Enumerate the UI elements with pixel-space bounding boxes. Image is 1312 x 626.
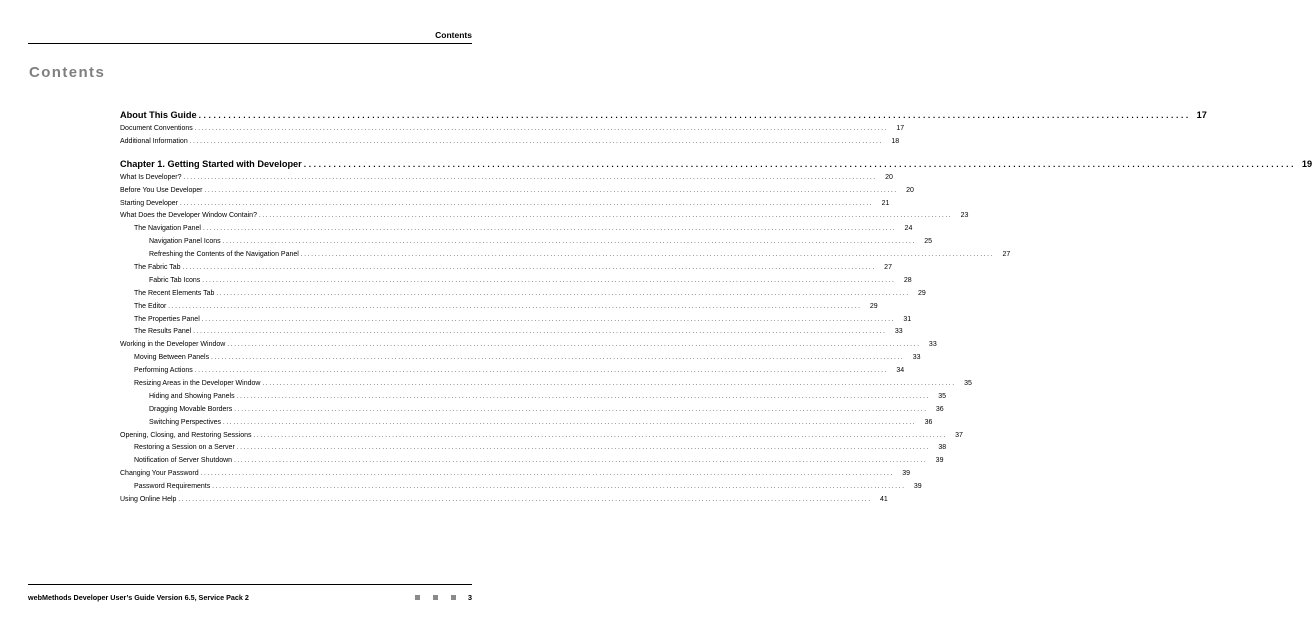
toc-entry[interactable] (120, 326, 903, 339)
toc-entry[interactable] (120, 185, 914, 198)
toc-entry-title: Fabric Tab Icons (149, 276, 201, 284)
toc-entry-title: Changing Your Password (120, 470, 199, 478)
dot-leader: ........................................................................................................................................................................................................ (234, 406, 928, 413)
toc-entry[interactable] (120, 339, 937, 352)
toc-entry-title: The Editor (134, 302, 167, 310)
toc-entry-page: 35 (938, 392, 947, 400)
toc-entry-title: What Does the Developer Window Contain? (120, 212, 257, 220)
toc-entry-title: Notification of Server Shutdown (134, 457, 233, 465)
dot-leader: ........................................................................................................................................................................................................ (303, 158, 1297, 169)
dot-leader: ........................................................................................................................................................................................................ (183, 174, 877, 181)
dot-leader: ........................................................................................................................................................................................................ (222, 419, 917, 426)
toc-entry[interactable] (120, 442, 947, 455)
footer-rule (28, 584, 472, 585)
toc-entry[interactable] (120, 314, 912, 327)
toc-entry-title: Starting Developer (120, 199, 178, 207)
toc-entry-title: The Results Panel (134, 328, 192, 336)
toc-entry-page: 29 (869, 302, 878, 310)
toc-entry-title: Navigation Panel Icons (149, 238, 221, 246)
header-rule (28, 43, 472, 44)
toc-entry-page: 41 (880, 496, 888, 504)
toc-entry-page: 25 (924, 238, 933, 246)
dot-leader: ........................................................................................................................................................................................................ (194, 368, 889, 375)
toc-entry-page: 38 (938, 444, 947, 452)
toc-entry-title: Before You Use Developer (120, 186, 203, 194)
toc-entry[interactable] (120, 275, 912, 288)
toc-entry-page: 34 (896, 367, 905, 375)
toc-entry-page: 21 (881, 199, 890, 207)
toc-entry-page: 39 (913, 483, 922, 491)
toc-entry-title: What Is Developer? (120, 173, 182, 181)
toc-entry-page: 18 (891, 137, 900, 145)
toc-entry-title: Performing Actions (134, 367, 193, 375)
toc-entry[interactable] (120, 172, 893, 185)
dot-leader: ........................................................................................................................................................................................................ (193, 329, 887, 336)
dot-leader: ........................................................................................................................................................................................................ (204, 187, 898, 194)
dot-leader: ........................................................................................................................................................................................................ (253, 432, 947, 439)
toc-entry[interactable] (120, 494, 888, 507)
dot-leader: ........................................................................................................................................................................................................ (236, 393, 931, 400)
toc-entry-page: 33 (894, 328, 903, 336)
dot-leader: ........................................................................................................................................................................................................ (201, 316, 896, 323)
toc-entry-title: Switching Perspectives (149, 418, 221, 426)
dot-leader: ........................................................................................................................................................................................................ (179, 200, 874, 207)
toc-entry[interactable] (120, 455, 944, 468)
toc-entry-title: Password Requirements (134, 483, 211, 491)
toc-entry-page: 33 (912, 354, 921, 362)
dot-leader: ........................................................................................................................................................................................................ (200, 471, 895, 478)
toc-entry[interactable] (120, 352, 921, 365)
toc-entry-title: The Fabric Tab (134, 264, 181, 272)
dot-leader: ........................................................................................................................................................................................................ (258, 213, 953, 220)
page-title: Contents (29, 64, 106, 81)
toc-entry[interactable] (120, 123, 905, 136)
dot-leader: ........................................................................................................................................................................................................ (227, 342, 921, 349)
toc-entry-title: Dragging Movable Borders (149, 405, 233, 413)
dot-leader: ........................................................................................................................................................................................................ (168, 303, 862, 310)
page-number: 3 (467, 593, 472, 602)
toc-entry-page: 39 (902, 470, 911, 478)
toc-entry-title: The Recent Elements Tab (134, 289, 215, 297)
toc-entry-page: 27 (1002, 251, 1011, 259)
toc-entry-page: 36 (924, 418, 933, 426)
dot-leader: ........................................................................................................................................................................................................ (234, 458, 928, 465)
toc-entry[interactable] (120, 198, 890, 211)
dot-leader: ........................................................................................................................................................................................................ (202, 277, 896, 284)
toc-entry-page: 37 (955, 431, 963, 439)
toc-entry-page: 36 (935, 405, 944, 413)
toc-entry[interactable] (120, 404, 944, 417)
toc-entry-page: 20 (885, 173, 893, 181)
toc-entry-title: The Navigation Panel (134, 225, 201, 233)
toc-entry-page: 17 (1196, 110, 1207, 120)
dot-leader: ........................................................................................................................................................................................................ (178, 497, 872, 504)
dot-leader: ........................................................................................................................................................................................................ (211, 355, 905, 362)
toc-chapter-entry[interactable] (120, 108, 1207, 123)
toc-entry-page: 23 (960, 212, 969, 220)
dot-leader: ........................................................................................................................................................................................................ (189, 138, 884, 145)
toc-entry-title: Resizing Areas in the Developer Window (134, 380, 261, 388)
dot-leader: ........................................................................................................................................................................................................ (182, 265, 876, 272)
toc-entry-title: The Properties Panel (134, 315, 200, 323)
toc-entry-page: 35 (964, 380, 972, 388)
toc-entry-page: 19 (1301, 158, 1312, 169)
running-header-title: Contents (435, 30, 472, 40)
toc-entry[interactable] (120, 391, 947, 404)
dot-leader: ........................................................................................................................................................................................................ (212, 484, 906, 491)
toc-entry-page: 29 (918, 289, 926, 297)
square-mark-icon (415, 595, 420, 600)
dot-leader: ........................................................................................................................................................................................................ (194, 126, 889, 132)
toc-entry[interactable] (120, 481, 922, 494)
footer-guide-title: webMethods Developer User’s Guide Version 6.5, Service Pack 2 (28, 593, 249, 602)
dot-leader: ........................................................................................................................................................................................................ (300, 252, 995, 259)
toc-entry-title: Chapter 1. Getting Started with Developer (120, 158, 302, 169)
toc-entry-title: Refreshing the Contents of the Navigation Panel (149, 251, 299, 259)
toc-entry[interactable] (120, 136, 900, 149)
toc-chapter-entry[interactable] (120, 157, 1312, 172)
dot-leader: ........................................................................................................................................................................................................ (198, 110, 1191, 120)
toc-entry-page: 39 (935, 457, 944, 465)
dot-leader: ........................................................................................................................................................................................................ (236, 445, 931, 452)
toc-entry-page: 24 (904, 225, 913, 233)
toc-entry-title: About This Guide (120, 110, 197, 120)
toc-entry-page: 17 (896, 125, 905, 132)
toc-entry[interactable] (120, 249, 1011, 262)
toc-entry[interactable] (120, 365, 905, 378)
toc-entry-title: Moving Between Panels (134, 354, 210, 362)
toc-entry-page: 33 (928, 341, 937, 349)
toc-entry-page: 28 (903, 276, 912, 284)
toc-entry[interactable] (120, 223, 913, 236)
toc-entry[interactable] (120, 288, 926, 301)
dot-leader: ........................................................................................................................................................................................................ (222, 239, 917, 246)
toc-entry[interactable] (120, 210, 969, 223)
toc-entry[interactable] (120, 417, 933, 430)
toc-entry-title: Hiding and Showing Panels (149, 392, 235, 400)
square-mark-icon (451, 595, 456, 600)
toc-entry-title: Document Conventions (120, 125, 193, 132)
toc-entry[interactable] (120, 262, 892, 275)
dot-leader: ........................................................................................................................................................................................................ (202, 226, 897, 233)
toc-entry-title: Restoring a Session on a Server (134, 444, 235, 452)
dot-leader: ........................................................................................................................................................................................................ (216, 290, 910, 297)
square-mark-icon (433, 595, 438, 600)
toc-entry[interactable] (120, 236, 933, 249)
table-of-contents (120, 108, 1312, 507)
footer-square-marks (415, 595, 456, 600)
toc-entry-title: Working in the Developer Window (120, 341, 226, 349)
toc-entry[interactable] (120, 430, 963, 443)
toc-entry-title: Using Online Help (120, 496, 177, 504)
toc-entry-title: Opening, Closing, and Restoring Sessions (120, 431, 252, 439)
toc-entry[interactable] (120, 301, 878, 314)
toc-entry-page: 20 (906, 186, 914, 194)
dot-leader: ........................................................................................................................................................................................................ (262, 381, 956, 388)
toc-entry-page: 27 (884, 264, 892, 272)
toc-entry[interactable] (120, 378, 972, 391)
toc-entry-title: Additional Information (120, 137, 188, 145)
toc-entry-page: 31 (903, 315, 912, 323)
toc-entry[interactable] (120, 468, 911, 481)
